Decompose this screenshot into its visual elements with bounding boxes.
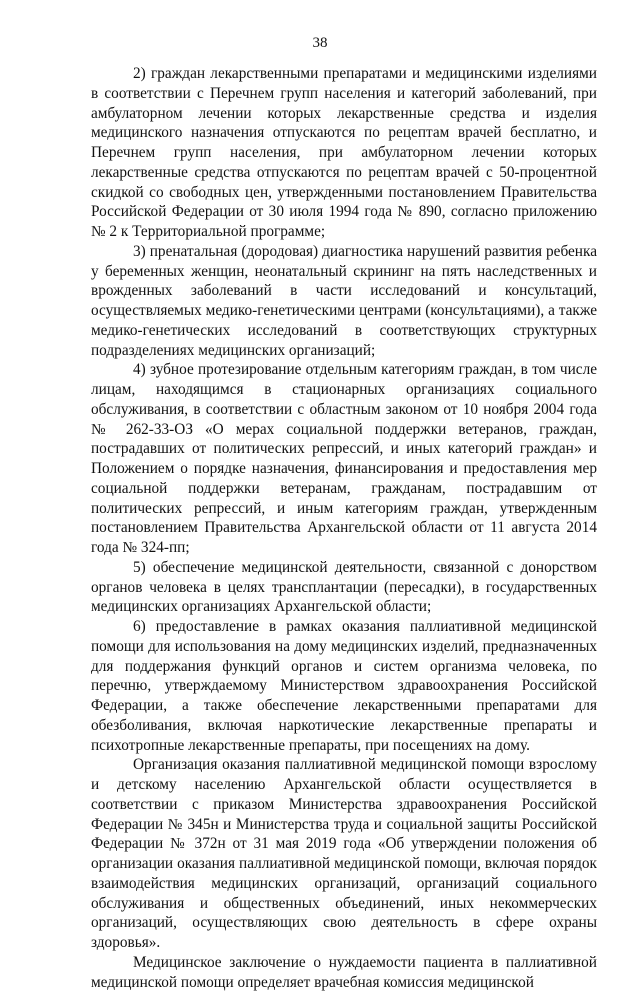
paragraph-item-2: 2) граждан лекарственными препаратами и медицинскими изделиями в соответствии с Перечнем групп населения и категорий заболеваний, при амбулаторном лечении которых лекарственные средства и изделия медицинского назначения отпускаются по рецептам врачей бесплатно, и Перечнем групп населения, при амбулаторном лечении которых лекарственные средства отпускаются по рецептам врачей с 50-процентной скидкой со свободных цен, утвержденными постановлением Правительства Российской Федерации от 30 июля 1994 года № 890, согласно приложению № 2 к Территориальной программе; — [91, 65, 597, 240]
paragraph-item-5: 5) обеспечение медицинской деятельности, связанной с донорством органов человека в целях трансплантации (пересадки), в государственных медицинских организациях Архангельской области; — [91, 558, 597, 616]
paragraph-item-4: 4) зубное протезирование отдельным категориям граждан, в том числе лицам, находящимся в стационарных организациях социального обслуживания, в соответствии с областным законом от 10 ноября 2004 года № 262-33-ОЗ «О мерах социальной поддержки ветеранов, граждан, пострадавших от политических репрессий, и иных категорий граждан» и Положением о порядке назначения, финансирования и предоставления мер социальной поддержки ветеранам, гражданам, пострадавшим от политических репрессий, и иным категориям граждан, утвержденным постановлением Правительства Архангельской области от 11 августа 2014 года № 324-пп; — [91, 361, 597, 556]
paragraph-medical-conclusion: Медицинское заключение о нуждаемости пациента в паллиативной медицинской помощи определяет врачебная комиссия медицинской — [91, 953, 597, 991]
page-number: 38 — [312, 35, 328, 51]
paragraph-palliative-care-organization: Организация оказания паллиативной медицинской помощи взрослому и детскому населению Архангельской области осуществляется в соответствии с приказом Министерства здравоохранения Российской Федерации № 345н и Министерства труда и социальной защиты Российской Федерации № 372н от 31 мая 2019 года «Об утверждении положения об организации оказания паллиативной медицинской помощи, включая порядок взаимодействия медицинских организаций, организаций социального обслуживания и общественных объединений, иных некоммерческих организаций, осуществляющих свою деятельность в сфере охраны здоровья». — [91, 756, 597, 951]
document-body — [91, 64, 597, 992]
paragraph-item-3: 3) пренатальная (дородовая) диагностика нарушений развития ребенка у беременных женщин, неонатальный скрининг на пять наследственных и врожденных заболеваний в части исследований и консультаций, осуществляемых медико-генетическими центрами (консультациями), а также медико-генетических исследований в соответствующих структурных подразделениях медицинских организаций; — [91, 242, 597, 359]
paragraph-item-6: 6) предоставление в рамках оказания паллиативной медицинской помощи для использования на дому медицинских изделий, предназначенных для поддержания функций органов и систем организма человека, по перечню, утверждаемому Министерством здравоохранения Российской Федерации, а также обеспечение лекарственными препаратами для обезболивания, включая наркотические лекарственные препараты и психотропные лекарственные препараты, при посещениях на дому. — [91, 618, 597, 754]
